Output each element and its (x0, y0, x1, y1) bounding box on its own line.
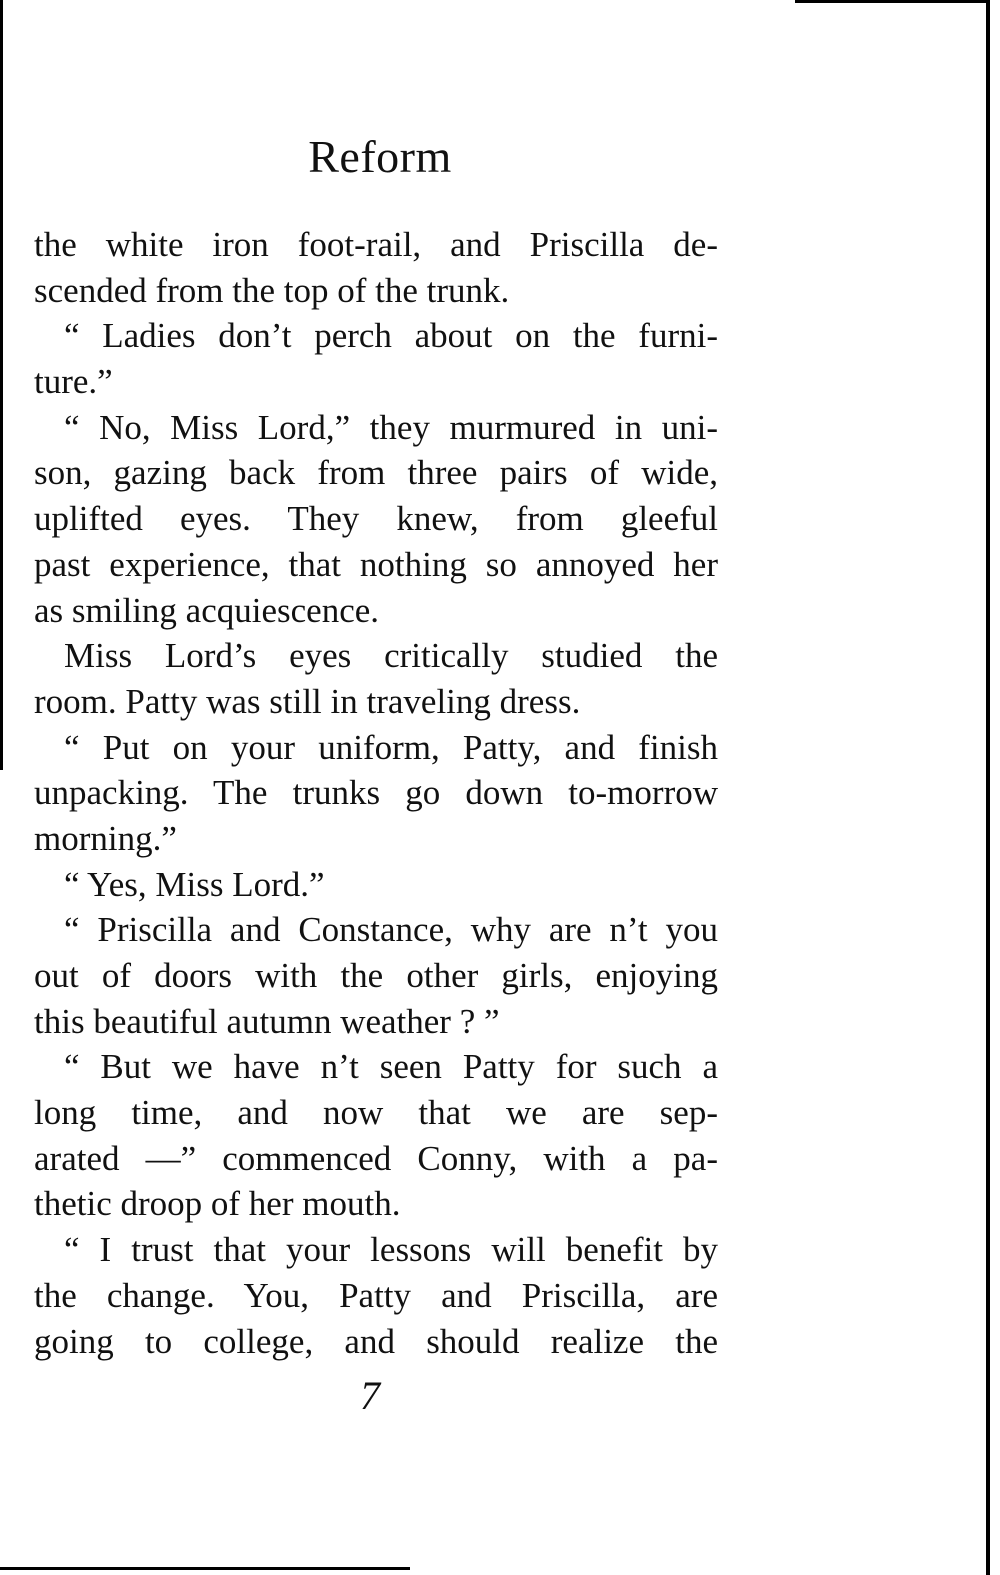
text-line: son, gazing back from three pairs of wide, (34, 453, 718, 493)
text-line: the white iron foot-rail, and Priscilla de- (34, 225, 718, 264)
text-line: Miss Lord’s eyes critically studied the (64, 636, 718, 676)
text-line: room. Patty was still in traveling dress. (34, 681, 581, 721)
body-text (34, 222, 718, 1364)
text-line: the change. You, Patty and Priscilla, are (34, 1275, 718, 1315)
text-line: “ No, Miss Lord,” they murmured in uni- (64, 407, 718, 447)
text-line: long time, and now that we are sep- (34, 1093, 718, 1133)
text-line: “ Priscilla and Constance, why are n’t you (64, 910, 718, 950)
running-head: Reform (308, 131, 452, 182)
scan-edge-left (0, 0, 3, 770)
text-line: “ Yes, Miss Lord.” (64, 864, 325, 904)
text-line: “ But we have n’t seen Patty for such a (64, 1047, 718, 1087)
text-line: morning.” (34, 818, 177, 858)
text-line: scended from the top of the trunk. (34, 270, 510, 310)
text-line: “ I trust that your lessons will benefit by (64, 1230, 718, 1270)
page-number: 7 (360, 1373, 380, 1418)
text-line: uplifted eyes. They knew, from gleeful (34, 499, 718, 539)
text-line: “ Put on your uniform, Patty, and finish (64, 727, 718, 767)
scan-edge-top (795, 0, 990, 3)
text-line: ture.” (34, 362, 113, 402)
text-line: this beautiful autumn weather ? ” (34, 1001, 500, 1041)
text-line: past experience, that nothing so annoyed her (34, 544, 718, 584)
text-line: thetic droop of her mouth. (34, 1184, 401, 1224)
text-line: arated —” commenced Conny, with a pa- (34, 1138, 718, 1178)
scan-edge-bottom (0, 1567, 410, 1570)
text-line: as smiling acquiescence. (34, 590, 380, 630)
text-line: going to college, and should realize the (34, 1321, 718, 1361)
text-line: unpacking. The trunks go down to-morrow (34, 773, 718, 813)
scan-edge-right (986, 0, 990, 1575)
text-line: “ Ladies don’t perch about on the furni- (64, 316, 718, 356)
text-line: out of doors with the other girls, enjoying (34, 956, 718, 995)
